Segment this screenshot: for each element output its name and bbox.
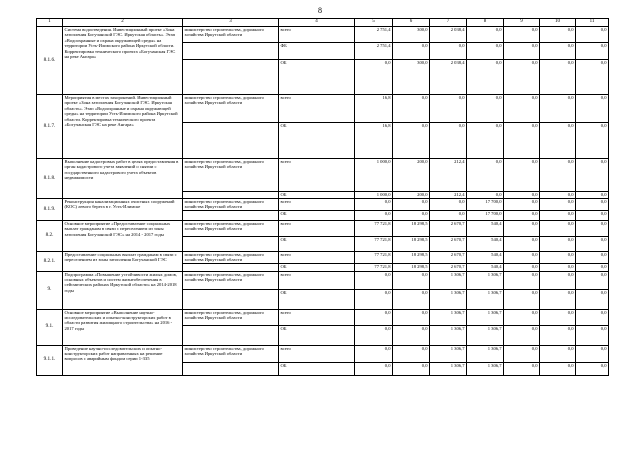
funding-source: всего [279,159,355,192]
amount-cell: 0,0 [540,309,576,325]
amount-cell: 0,0 [393,123,430,159]
amount-cell: 16,8 [355,95,393,123]
amount-cell: 200,0 [393,159,430,192]
amount-cell: 0,0 [430,95,467,123]
amount-cell: 0,0 [355,309,393,325]
amount-cell: 2 751,4 [355,43,393,60]
amount-cell: 0,0 [504,362,540,375]
item-name: Основное мероприятие «Предоставление социальных выплат гражданам в связи с переселением из зоны затопления Богучанской ГЭС» на 2014 - 2017 годы [63,220,183,251]
amount-cell: 0,0 [576,263,609,271]
funding-source: ОБ [279,236,355,251]
amount-cell: 0,0 [540,159,576,192]
funding-source: ОБ [279,210,355,220]
amount-cell: 1 306,7 [430,271,467,289]
amount-cell: 0,0 [467,192,504,199]
responsible-org [183,263,279,271]
responsible-org: министерство строительства, дорожного хозяйства Иркутской области [183,199,279,211]
amount-cell: 200,0 [393,192,430,199]
amount-cell: 0,0 [355,199,393,211]
amount-cell: 0,0 [576,309,609,325]
amount-cell: 0,0 [504,345,540,362]
amount-cell: 0,0 [576,43,609,60]
page-number: 8 [318,6,322,15]
amount-cell: 0,0 [393,345,430,362]
amount-cell: 0,0 [504,289,540,309]
amount-cell: 0,0 [540,289,576,309]
funding-source: ОБ [279,263,355,271]
amount-cell: 2 670,7 [430,220,467,236]
responsible-org [183,43,279,60]
amount-cell: 0,0 [504,95,540,123]
amount-cell: 0,0 [393,199,430,211]
funding-source: всего [279,95,355,123]
funding-source: всего [279,199,355,211]
responsible-org: министерство строительства, дорожного хозяйства Иркутской области [183,27,279,43]
amount-cell: 18 298,5 [393,236,430,251]
item-code: 8.2.1. [37,251,63,271]
amount-cell: 2 670,7 [430,236,467,251]
responsible-org [183,192,279,199]
amount-cell: 1 306,7 [467,362,504,375]
responsible-org [183,289,279,309]
responsible-org: министерство строительства, дорожного хозяйства Иркутской области [183,345,279,362]
amount-cell: 0,0 [540,271,576,289]
header-cell: 2 [63,19,183,27]
item-name: Выполнение кадастровых работ в целях предоставления в орган кадастрового учета заявлений о снятии с государственного кадастрового учета объектов недвижимости [63,159,183,199]
amount-cell: 0,0 [393,95,430,123]
amount-cell: 17 700,0 [467,210,504,220]
amount-cell: 18 298,5 [393,220,430,236]
amount-cell: 0,0 [430,43,467,60]
amount-cell: 0,0 [540,236,576,251]
amount-cell: 300,0 [393,27,430,43]
amount-cell: 0,0 [504,192,540,199]
amount-cell: 2 670,7 [430,263,467,271]
header-cell: 10 [540,19,576,27]
amount-cell: 212,4 [430,159,467,192]
amount-cell: 0,0 [355,210,393,220]
amount-cell: 16,8 [355,123,393,159]
item-code: 9. [37,271,63,309]
amount-cell: 0,0 [504,159,540,192]
amount-cell: 0,0 [355,271,393,289]
amount-cell: 1 306,7 [430,325,467,345]
amount-cell: 0,0 [540,263,576,271]
amount-cell: 0,0 [393,210,430,220]
amount-cell: 0,0 [467,60,504,95]
amount-cell: 0,0 [467,123,504,159]
amount-cell: 1 000,0 [355,159,393,192]
responsible-org: министерство строительства, дорожного хозяйства Иркутской области [183,220,279,236]
responsible-org [183,60,279,95]
item-name: Основное мероприятие «Выполнение научно-исследовательских и опытно-конструкторских работ в области развития жилищного строительства» на 2016 - 2017 годы [63,309,183,345]
item-name: Подпрограмма «Повышение устойчивости жилых домов, основных объектов и систем жизнеобеспечения в сейсмических районах Иркутской области» на 2014-2018 годы [63,271,183,309]
funding-source: ОБ [279,192,355,199]
amount-cell: 0,0 [393,43,430,60]
amount-cell: 77 721,8 [355,251,393,263]
amount-cell: 0,0 [504,309,540,325]
responsible-org [183,123,279,159]
table-row [37,159,609,192]
responsible-org [183,210,279,220]
amount-cell: 0,0 [576,271,609,289]
responsible-org [183,325,279,345]
item-code: 8.1.6. [37,27,63,95]
funding-source: всего [279,27,355,43]
funding-source: ОБ [279,123,355,159]
item-name: Система водоотведения. Инвестиционный проект «Зона затопления Богучанской ГЭС. Иркутская область». Этап «Водоохранные и охрана окружающей среды» на территории Усть-Илимского района Иркутской области. Корректировка технического проекта «Богучанская ГЭС на реке Ангара» [63,27,183,95]
amount-cell: 0,0 [540,251,576,263]
header-cell: 7 [430,19,467,27]
funding-source: всего [279,220,355,236]
amount-cell: 0,0 [430,199,467,211]
table-row [37,251,609,263]
amount-cell: 17 700,0 [467,199,504,211]
amount-cell: 0,0 [393,325,430,345]
amount-cell: 1 306,7 [467,271,504,289]
header-cell: 8 [467,19,504,27]
amount-cell: 1 306,7 [467,325,504,345]
amount-cell: 0,0 [504,60,540,95]
amount-cell: 0,0 [504,220,540,236]
amount-cell: 540,4 [467,263,504,271]
amount-cell: 0,0 [540,192,576,199]
amount-cell: 0,0 [504,43,540,60]
funding-source: всего [279,345,355,362]
amount-cell: 0,0 [576,345,609,362]
amount-cell: 1 306,7 [467,289,504,309]
amount-cell: 540,4 [467,251,504,263]
amount-cell: 0,0 [540,210,576,220]
responsible-org: министерство строительства, дорожного хозяйства Иркутской области [183,309,279,325]
responsible-org: министерство строительства, дорожного хозяйства Иркутской области [183,271,279,289]
amount-cell: 0,0 [540,325,576,345]
header-cell: 3 [183,19,279,27]
funding-source: всего [279,271,355,289]
header-cell: 1 [37,19,63,27]
header-cell: 9 [504,19,540,27]
amount-cell: 0,0 [430,123,467,159]
funding-source: всего [279,251,355,263]
amount-cell: 0,0 [576,123,609,159]
amount-cell: 0,0 [504,271,540,289]
funding-source: ОБ [279,289,355,309]
amount-cell: 18 298,5 [393,263,430,271]
amount-cell: 77 721,8 [355,220,393,236]
header-cell: 6 [393,19,430,27]
amount-cell: 0,0 [504,210,540,220]
amount-cell: 0,0 [355,289,393,309]
amount-cell: 1 306,7 [430,309,467,325]
amount-cell: 0,0 [576,199,609,211]
amount-cell: 1 306,7 [430,345,467,362]
item-code: 9.1. [37,309,63,345]
amount-cell: 1 306,7 [467,309,504,325]
table-row [37,220,609,236]
amount-cell: 0,0 [467,159,504,192]
responsible-org [183,236,279,251]
table-body [37,27,609,376]
responsible-org [183,362,279,375]
amount-cell: 0,0 [540,60,576,95]
amount-cell: 0,0 [576,220,609,236]
amount-cell: 0,0 [355,325,393,345]
funding-source: всего [279,309,355,325]
amount-cell: 0,0 [576,27,609,43]
amount-cell: 0,0 [393,271,430,289]
amount-cell: 0,0 [576,251,609,263]
amount-cell: 300,0 [393,60,430,95]
table-row [37,345,609,362]
amount-cell: 0,0 [540,95,576,123]
item-code: 8.1.8. [37,159,63,199]
amount-cell: 0,0 [355,362,393,375]
amount-cell: 1 306,7 [430,289,467,309]
responsible-org: министерство строительства, дорожного хозяйства Иркутской области [183,251,279,263]
amount-cell: 540,4 [467,236,504,251]
amount-cell: 0,0 [504,263,540,271]
amount-cell: 212,4 [430,192,467,199]
amount-cell: 0,0 [540,27,576,43]
amount-cell: 540,4 [467,220,504,236]
amount-cell: 0,0 [576,192,609,199]
item-name: Предоставление социальных выплат гражданам в связи с переселением из зоны затопления Богучанской ГЭС [63,251,183,271]
amount-cell: 0,0 [504,123,540,159]
amount-cell: 1 306,7 [467,345,504,362]
amount-cell: 0,0 [467,43,504,60]
amount-cell: 0,0 [504,199,540,211]
amount-cell: 0,0 [576,159,609,192]
amount-cell: 0,0 [430,210,467,220]
amount-cell: 0,0 [576,362,609,375]
amount-cell: 0,0 [393,362,430,375]
funding-source: ОБ [279,325,355,345]
amount-cell: 0,0 [504,251,540,263]
amount-cell: 0,0 [540,199,576,211]
responsible-org: министерство строительства, дорожного хозяйства Иркутской области [183,95,279,123]
item-name: Мероприятия в местах захоронений. Инвестиционный проект «Зона затопления Богучанской ГЭС. Иркутская область». Этап «Водоохранные и охрана окружающей среды» на территории Усть-Илимского района Иркутской области. Корректировка технического проекта «Богучанская ГЭС на реке Ангара» [63,95,183,159]
amount-cell: 0,0 [576,60,609,95]
table-row [37,271,609,289]
amount-cell: 77 721,8 [355,263,393,271]
amount-cell: 0,0 [393,289,430,309]
amount-cell: 0,0 [576,210,609,220]
item-name: Проведение научно-исследовательских и опытно-конструкторских работ направленных на решение вопросов с аварийным фондом серии 1-335 [63,345,183,375]
amount-cell: 0,0 [540,220,576,236]
amount-cell: 0,0 [355,345,393,362]
budget-table [36,18,609,376]
item-code: 8.1.7. [37,95,63,159]
table-row [37,199,609,211]
amount-cell: 0,0 [467,27,504,43]
amount-cell: 2 751,4 [355,27,393,43]
amount-cell: 2 038,4 [430,27,467,43]
item-code: 8.2. [37,220,63,251]
funding-source: ФБ [279,43,355,60]
amount-cell: 0,0 [540,123,576,159]
amount-cell: 0,0 [540,43,576,60]
amount-cell: 0,0 [504,27,540,43]
amount-cell: 0,0 [576,95,609,123]
column-numbers-row [37,19,609,27]
table-row [37,95,609,123]
funding-source: ОБ [279,362,355,375]
amount-cell: 2 670,7 [430,251,467,263]
amount-cell: 0,0 [393,309,430,325]
amount-cell: 0,0 [355,60,393,95]
amount-cell: 18 298,5 [393,251,430,263]
header-cell: 5 [355,19,393,27]
funding-source: ОБ [279,60,355,95]
responsible-org: министерство строительства, дорожного хозяйства Иркутской области [183,159,279,192]
amount-cell: 0,0 [576,236,609,251]
amount-cell: 77 721,8 [355,236,393,251]
amount-cell: 0,0 [576,289,609,309]
amount-cell: 1 000,0 [355,192,393,199]
amount-cell: 0,0 [576,325,609,345]
amount-cell: 0,0 [467,95,504,123]
amount-cell: 0,0 [504,325,540,345]
table-row [37,27,609,43]
item-code: 9.1.1. [37,345,63,375]
table-row [37,309,609,325]
amount-cell: 1 306,7 [430,362,467,375]
amount-cell: 0,0 [504,236,540,251]
amount-cell: 0,0 [540,362,576,375]
amount-cell: 2 038,4 [430,60,467,95]
amount-cell: 0,0 [540,345,576,362]
item-code: 8.1.9. [37,199,63,221]
header-cell: 4 [279,19,355,27]
item-name: Реконструкция канализационных очистных сооружений (КОС) левого берега в г. Усть-Илимске [63,199,183,221]
header-cell: 11 [576,19,609,27]
